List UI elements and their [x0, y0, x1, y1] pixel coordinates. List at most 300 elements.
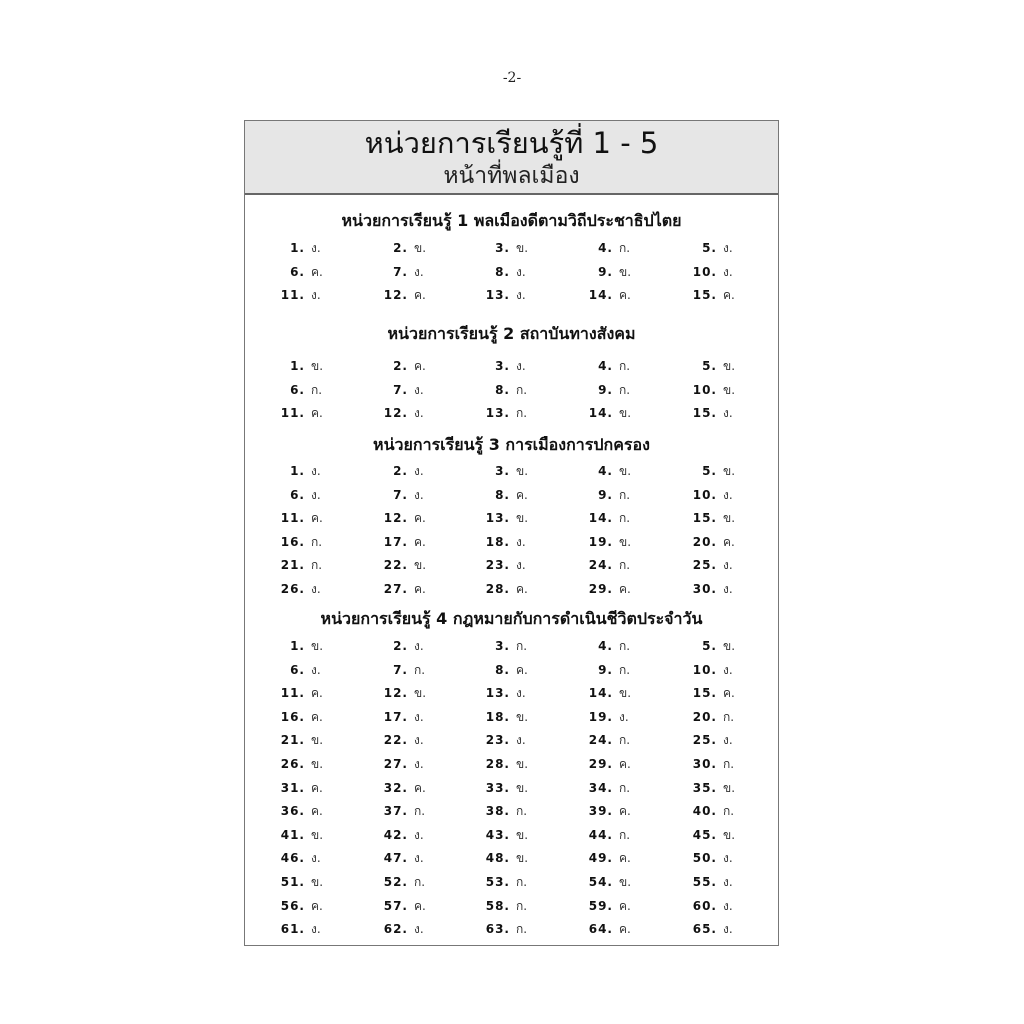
answer-row	[245, 682, 778, 705]
answer-item	[257, 659, 357, 682]
answer-item	[669, 507, 769, 530]
answer-item	[360, 824, 460, 847]
answer-row	[245, 777, 778, 800]
answer-choice: ข.	[311, 733, 324, 748]
question-number: 27.	[383, 757, 408, 771]
header-subtitle: หน้าที่พลเมือง	[443, 163, 580, 189]
answer-choice: ค.	[723, 686, 735, 701]
answer-choice: ก.	[414, 875, 426, 889]
question-number: 15.	[692, 288, 717, 303]
answer-item	[462, 800, 562, 823]
answer-item	[669, 777, 769, 800]
answer-choice: ง.	[414, 264, 424, 279]
question-number: 29.	[588, 582, 613, 596]
question-number: 65.	[692, 922, 717, 937]
answer-item	[257, 895, 357, 918]
answer-choice: ง.	[414, 487, 424, 502]
question-number: 30.	[692, 582, 717, 596]
answer-key-frame	[244, 120, 779, 946]
answer-item	[360, 460, 460, 483]
answer-choice: ง.	[516, 264, 526, 279]
answer-choice: ง.	[723, 264, 733, 279]
answer-row	[245, 753, 778, 776]
question-number: 62.	[383, 922, 408, 937]
question-number: 26.	[280, 582, 305, 596]
question-number: 11.	[280, 686, 305, 701]
answer-choice: ง.	[311, 582, 321, 596]
answer-choice: ข.	[619, 875, 632, 889]
answer-item	[462, 659, 562, 682]
question-number: 54.	[588, 875, 613, 889]
answer-choice: ค.	[414, 898, 426, 913]
answer-item	[360, 578, 460, 601]
answer-choice: ข.	[311, 359, 324, 373]
question-number: 11.	[280, 288, 305, 303]
answer-choice: ข.	[516, 851, 529, 866]
answer-choice: ค.	[414, 288, 426, 303]
answer-row	[245, 847, 778, 870]
answer-choice: ก.	[619, 827, 631, 842]
question-number: 14.	[588, 288, 613, 303]
question-number: 7.	[393, 487, 408, 502]
answer-item	[462, 379, 562, 402]
question-number: 12.	[383, 288, 408, 303]
answer-item	[462, 402, 562, 425]
answer-item	[565, 706, 665, 729]
question-number: 24.	[588, 733, 613, 748]
answer-choice: ง.	[619, 709, 629, 724]
answer-item	[462, 261, 562, 284]
question-number: 61.	[280, 922, 305, 937]
answer-choice: ค.	[619, 851, 631, 866]
answer-choice: ง.	[723, 558, 733, 573]
answer-choice: ข.	[311, 875, 324, 889]
question-number: 47.	[383, 851, 408, 866]
answer-row	[245, 284, 778, 307]
question-number: 19.	[588, 534, 613, 549]
answer-choice: ข.	[414, 558, 427, 573]
question-number: 25.	[692, 733, 717, 748]
answer-item	[360, 895, 460, 918]
answer-row	[245, 729, 778, 752]
answer-choice: ค.	[723, 288, 735, 303]
answer-choice: ง.	[723, 733, 733, 748]
answer-choice: ค.	[311, 406, 323, 421]
question-number: 64.	[588, 922, 613, 937]
page-number: -2-	[502, 70, 522, 86]
question-number: 9.	[598, 264, 613, 279]
answer-item	[257, 824, 357, 847]
question-number: 63.	[485, 922, 510, 937]
answer-choice: ข.	[516, 757, 529, 771]
question-number: 13.	[485, 511, 510, 526]
answer-item	[257, 777, 357, 800]
answer-choice: ข.	[516, 464, 529, 478]
question-number: 12.	[383, 686, 408, 701]
question-number: 3.	[495, 464, 510, 478]
answer-item	[565, 895, 665, 918]
answer-item	[669, 355, 769, 378]
answer-choice: ง.	[311, 464, 321, 478]
answer-choice: ง.	[414, 922, 424, 937]
answer-item	[257, 507, 357, 530]
question-number: 8.	[495, 662, 510, 677]
answer-row	[245, 895, 778, 918]
answer-item	[462, 460, 562, 483]
answer-choice: ข.	[723, 639, 736, 653]
answer-choice: ง.	[516, 288, 526, 303]
answer-item	[565, 777, 665, 800]
answer-choice: ง.	[311, 851, 321, 866]
answer-choice: ค.	[619, 922, 631, 937]
answer-choice: ค.	[311, 898, 323, 913]
question-number: 14.	[588, 511, 613, 526]
answer-choice: ง.	[311, 487, 321, 502]
question-number: 4.	[598, 241, 613, 255]
answer-row	[245, 824, 778, 847]
answer-choice: ก.	[516, 875, 528, 889]
answer-choice: ง.	[723, 898, 733, 913]
question-number: 7.	[393, 264, 408, 279]
answer-choice: ข.	[619, 534, 632, 549]
answer-row	[245, 402, 778, 425]
answer-choice: ก.	[516, 898, 528, 913]
question-number: 23.	[485, 558, 510, 573]
answer-choice: ข.	[311, 639, 324, 653]
question-number: 21.	[280, 733, 305, 748]
answer-item	[462, 355, 562, 378]
question-number: 6.	[290, 264, 305, 279]
answer-choice: ข.	[516, 241, 529, 255]
answer-item	[360, 635, 460, 658]
answer-item	[462, 706, 562, 729]
section-title: หน่วยการเรียนรู้ 1 พลเมืองดีตามวิถีประชาธิปไตย	[341, 211, 682, 230]
answer-item	[462, 824, 562, 847]
answer-item	[669, 918, 769, 941]
answer-item	[462, 578, 562, 601]
question-number: 28.	[485, 757, 510, 771]
answer-choice: ง.	[414, 406, 424, 421]
answer-item	[257, 237, 357, 260]
answer-choice: ก.	[723, 757, 735, 771]
question-number: 10.	[692, 662, 717, 677]
answer-item	[257, 729, 357, 752]
answer-choice: ง.	[516, 733, 526, 748]
answer-choice: ง.	[723, 487, 733, 502]
question-number: 6.	[290, 487, 305, 502]
section-title: หน่วยการเรียนรู้ 3 การเมืองการปกครอง	[373, 435, 650, 454]
answer-item	[669, 729, 769, 752]
answer-choice: ค.	[414, 582, 426, 596]
answer-item	[565, 379, 665, 402]
answer-choice: ข.	[414, 686, 427, 701]
answer-item	[360, 379, 460, 402]
question-number: 56.	[280, 898, 305, 913]
answer-row	[245, 635, 778, 658]
answer-choice: ก.	[311, 382, 323, 397]
question-number: 3.	[495, 359, 510, 373]
question-number: 1.	[290, 241, 305, 255]
question-number: 4.	[598, 639, 613, 653]
answer-choice: ง.	[414, 709, 424, 724]
question-number: 9.	[598, 382, 613, 397]
answer-item	[565, 531, 665, 554]
answer-item	[360, 918, 460, 941]
answer-choice: ง.	[414, 639, 424, 653]
answer-choice: ค.	[619, 757, 631, 771]
answer-item	[669, 706, 769, 729]
answer-item	[669, 753, 769, 776]
answer-item	[360, 402, 460, 425]
question-number: 37.	[383, 804, 408, 819]
answer-choice: ข.	[723, 464, 736, 478]
answer-item	[462, 729, 562, 752]
answer-choice: ง.	[414, 382, 424, 397]
question-number: 21.	[280, 558, 305, 573]
question-number: 7.	[393, 382, 408, 397]
answer-item	[669, 824, 769, 847]
question-number: 10.	[692, 487, 717, 502]
answer-item	[360, 682, 460, 705]
answer-item	[360, 355, 460, 378]
answer-row	[245, 706, 778, 729]
question-number: 2.	[393, 639, 408, 653]
answer-item	[565, 824, 665, 847]
answer-choice: ก.	[619, 359, 631, 373]
answer-choice: ง.	[723, 851, 733, 866]
answer-item	[462, 531, 562, 554]
answer-choice: ค.	[516, 662, 528, 677]
question-number: 43.	[485, 827, 510, 842]
answer-row	[245, 484, 778, 507]
answer-item	[565, 484, 665, 507]
answer-item	[669, 659, 769, 682]
answer-choice: ง.	[723, 662, 733, 677]
question-number: 1.	[290, 464, 305, 478]
question-number: 22.	[383, 733, 408, 748]
answer-choice: ง.	[311, 241, 321, 255]
question-number: 5.	[702, 359, 717, 373]
answer-item	[565, 402, 665, 425]
answer-item	[565, 237, 665, 260]
answer-item	[257, 578, 357, 601]
answer-item	[565, 554, 665, 577]
answer-row	[245, 261, 778, 284]
answer-choice: ข.	[516, 780, 529, 795]
question-number: 58.	[485, 898, 510, 913]
header-banner	[245, 121, 778, 195]
question-number: 8.	[495, 264, 510, 279]
answer-choice: ค.	[619, 804, 631, 819]
question-number: 40.	[692, 804, 717, 819]
question-number: 12.	[383, 406, 408, 421]
answer-item	[669, 531, 769, 554]
answer-item	[565, 800, 665, 823]
answer-row	[245, 800, 778, 823]
question-number: 52.	[383, 875, 408, 889]
answer-choice: ก.	[619, 780, 631, 795]
answer-choice: ง.	[516, 534, 526, 549]
answer-choice: ง.	[516, 686, 526, 701]
question-number: 51.	[280, 875, 305, 889]
answer-choice: ค.	[311, 804, 323, 819]
answer-choice: ก.	[619, 382, 631, 397]
question-number: 22.	[383, 558, 408, 573]
question-number: 1.	[290, 639, 305, 653]
question-number: 14.	[588, 406, 613, 421]
answer-item	[565, 871, 665, 894]
answer-choice: ง.	[723, 406, 733, 421]
answer-item	[257, 847, 357, 870]
answer-item	[565, 261, 665, 284]
answer-choice: ก.	[723, 804, 735, 819]
answer-choice: ค.	[516, 582, 528, 596]
question-number: 31.	[280, 780, 305, 795]
answer-item	[360, 800, 460, 823]
answer-row	[245, 379, 778, 402]
answer-choice: ง.	[723, 582, 733, 596]
question-number: 4.	[598, 359, 613, 373]
answer-item	[462, 484, 562, 507]
answer-item	[360, 507, 460, 530]
answer-choice: ข.	[516, 511, 529, 526]
answer-item	[669, 237, 769, 260]
answer-item	[669, 379, 769, 402]
question-number: 15.	[692, 686, 717, 701]
question-number: 3.	[495, 639, 510, 653]
answer-item	[462, 635, 562, 658]
question-number: 13.	[485, 406, 510, 421]
question-number: 10.	[692, 264, 717, 279]
answer-item	[257, 635, 357, 658]
question-number: 11.	[280, 406, 305, 421]
answer-item	[669, 284, 769, 307]
question-number: 10.	[692, 382, 717, 397]
question-number: 39.	[588, 804, 613, 819]
answer-row	[245, 918, 778, 941]
answer-choice: ค.	[414, 534, 426, 549]
question-number: 13.	[485, 288, 510, 303]
answer-choice: ข.	[723, 511, 736, 526]
answer-item	[462, 284, 562, 307]
answer-item	[257, 918, 357, 941]
answer-item	[565, 507, 665, 530]
question-number: 42.	[383, 827, 408, 842]
question-number: 55.	[692, 875, 717, 889]
answer-choice: ก.	[619, 558, 631, 573]
answer-item	[360, 531, 460, 554]
answer-item	[360, 729, 460, 752]
answer-choice: ค.	[619, 582, 631, 596]
question-number: 15.	[692, 511, 717, 526]
question-number: 9.	[598, 662, 613, 677]
answer-choice: ก.	[311, 534, 323, 549]
answer-item	[565, 284, 665, 307]
answer-choice: ข.	[723, 780, 736, 795]
answer-choice: ก.	[516, 804, 528, 819]
answer-choice: ก.	[516, 922, 528, 937]
question-number: 17.	[383, 709, 408, 724]
question-number: 16.	[280, 534, 305, 549]
answer-row	[245, 460, 778, 483]
answer-choice: ค.	[516, 487, 528, 502]
answer-item	[257, 484, 357, 507]
question-number: 49.	[588, 851, 613, 866]
answer-item	[462, 871, 562, 894]
answer-choice: ก.	[619, 639, 631, 653]
answer-choice: ก.	[516, 406, 528, 421]
answer-choice: ข.	[619, 406, 632, 421]
answer-item	[360, 261, 460, 284]
answer-item	[257, 355, 357, 378]
answer-choice: ค.	[311, 780, 323, 795]
answer-item	[462, 554, 562, 577]
question-number: 28.	[485, 582, 510, 596]
answer-item	[462, 682, 562, 705]
answer-item	[565, 682, 665, 705]
question-number: 5.	[702, 639, 717, 653]
answer-item	[257, 402, 357, 425]
question-number: 16.	[280, 709, 305, 724]
answer-item	[360, 753, 460, 776]
answer-choice: ก.	[619, 511, 631, 526]
answer-choice: ก.	[619, 241, 631, 255]
question-number: 1.	[290, 359, 305, 373]
answer-item	[257, 531, 357, 554]
answer-item	[462, 507, 562, 530]
answer-item	[462, 237, 562, 260]
answer-item	[360, 659, 460, 682]
answer-item	[257, 261, 357, 284]
question-number: 20.	[692, 534, 717, 549]
answer-choice: ค.	[619, 288, 631, 303]
answer-choice: ง.	[414, 464, 424, 478]
question-number: 53.	[485, 875, 510, 889]
answer-choice: ข.	[516, 709, 529, 724]
question-number: 26.	[280, 757, 305, 771]
answer-choice: ค.	[414, 511, 426, 526]
answer-item	[360, 284, 460, 307]
answer-item	[257, 800, 357, 823]
answer-choice: ก.	[516, 639, 528, 653]
section-title: หน่วยการเรียนรู้ 2 สถาบันทางสังคม	[387, 324, 636, 343]
answer-item	[360, 237, 460, 260]
question-number: 33.	[485, 780, 510, 795]
answer-item	[669, 261, 769, 284]
answer-item	[462, 918, 562, 941]
answer-item	[565, 578, 665, 601]
answer-choice: ง.	[311, 288, 321, 303]
question-number: 17.	[383, 534, 408, 549]
answer-choice: ค.	[311, 511, 323, 526]
question-number: 2.	[393, 359, 408, 373]
question-number: 11.	[280, 511, 305, 526]
answer-choice: ข.	[516, 827, 529, 842]
answer-item	[462, 777, 562, 800]
question-number: 15.	[692, 406, 717, 421]
answer-choice: ง.	[414, 851, 424, 866]
question-number: 2.	[393, 241, 408, 255]
answer-item	[462, 847, 562, 870]
answer-choice: ข.	[723, 382, 736, 397]
answer-choice: ข.	[619, 464, 632, 478]
answer-choice: ง.	[516, 359, 526, 373]
question-number: 19.	[588, 709, 613, 724]
answer-choice: ง.	[414, 827, 424, 842]
question-number: 41.	[280, 827, 305, 842]
answer-item	[669, 554, 769, 577]
question-number: 14.	[588, 686, 613, 701]
